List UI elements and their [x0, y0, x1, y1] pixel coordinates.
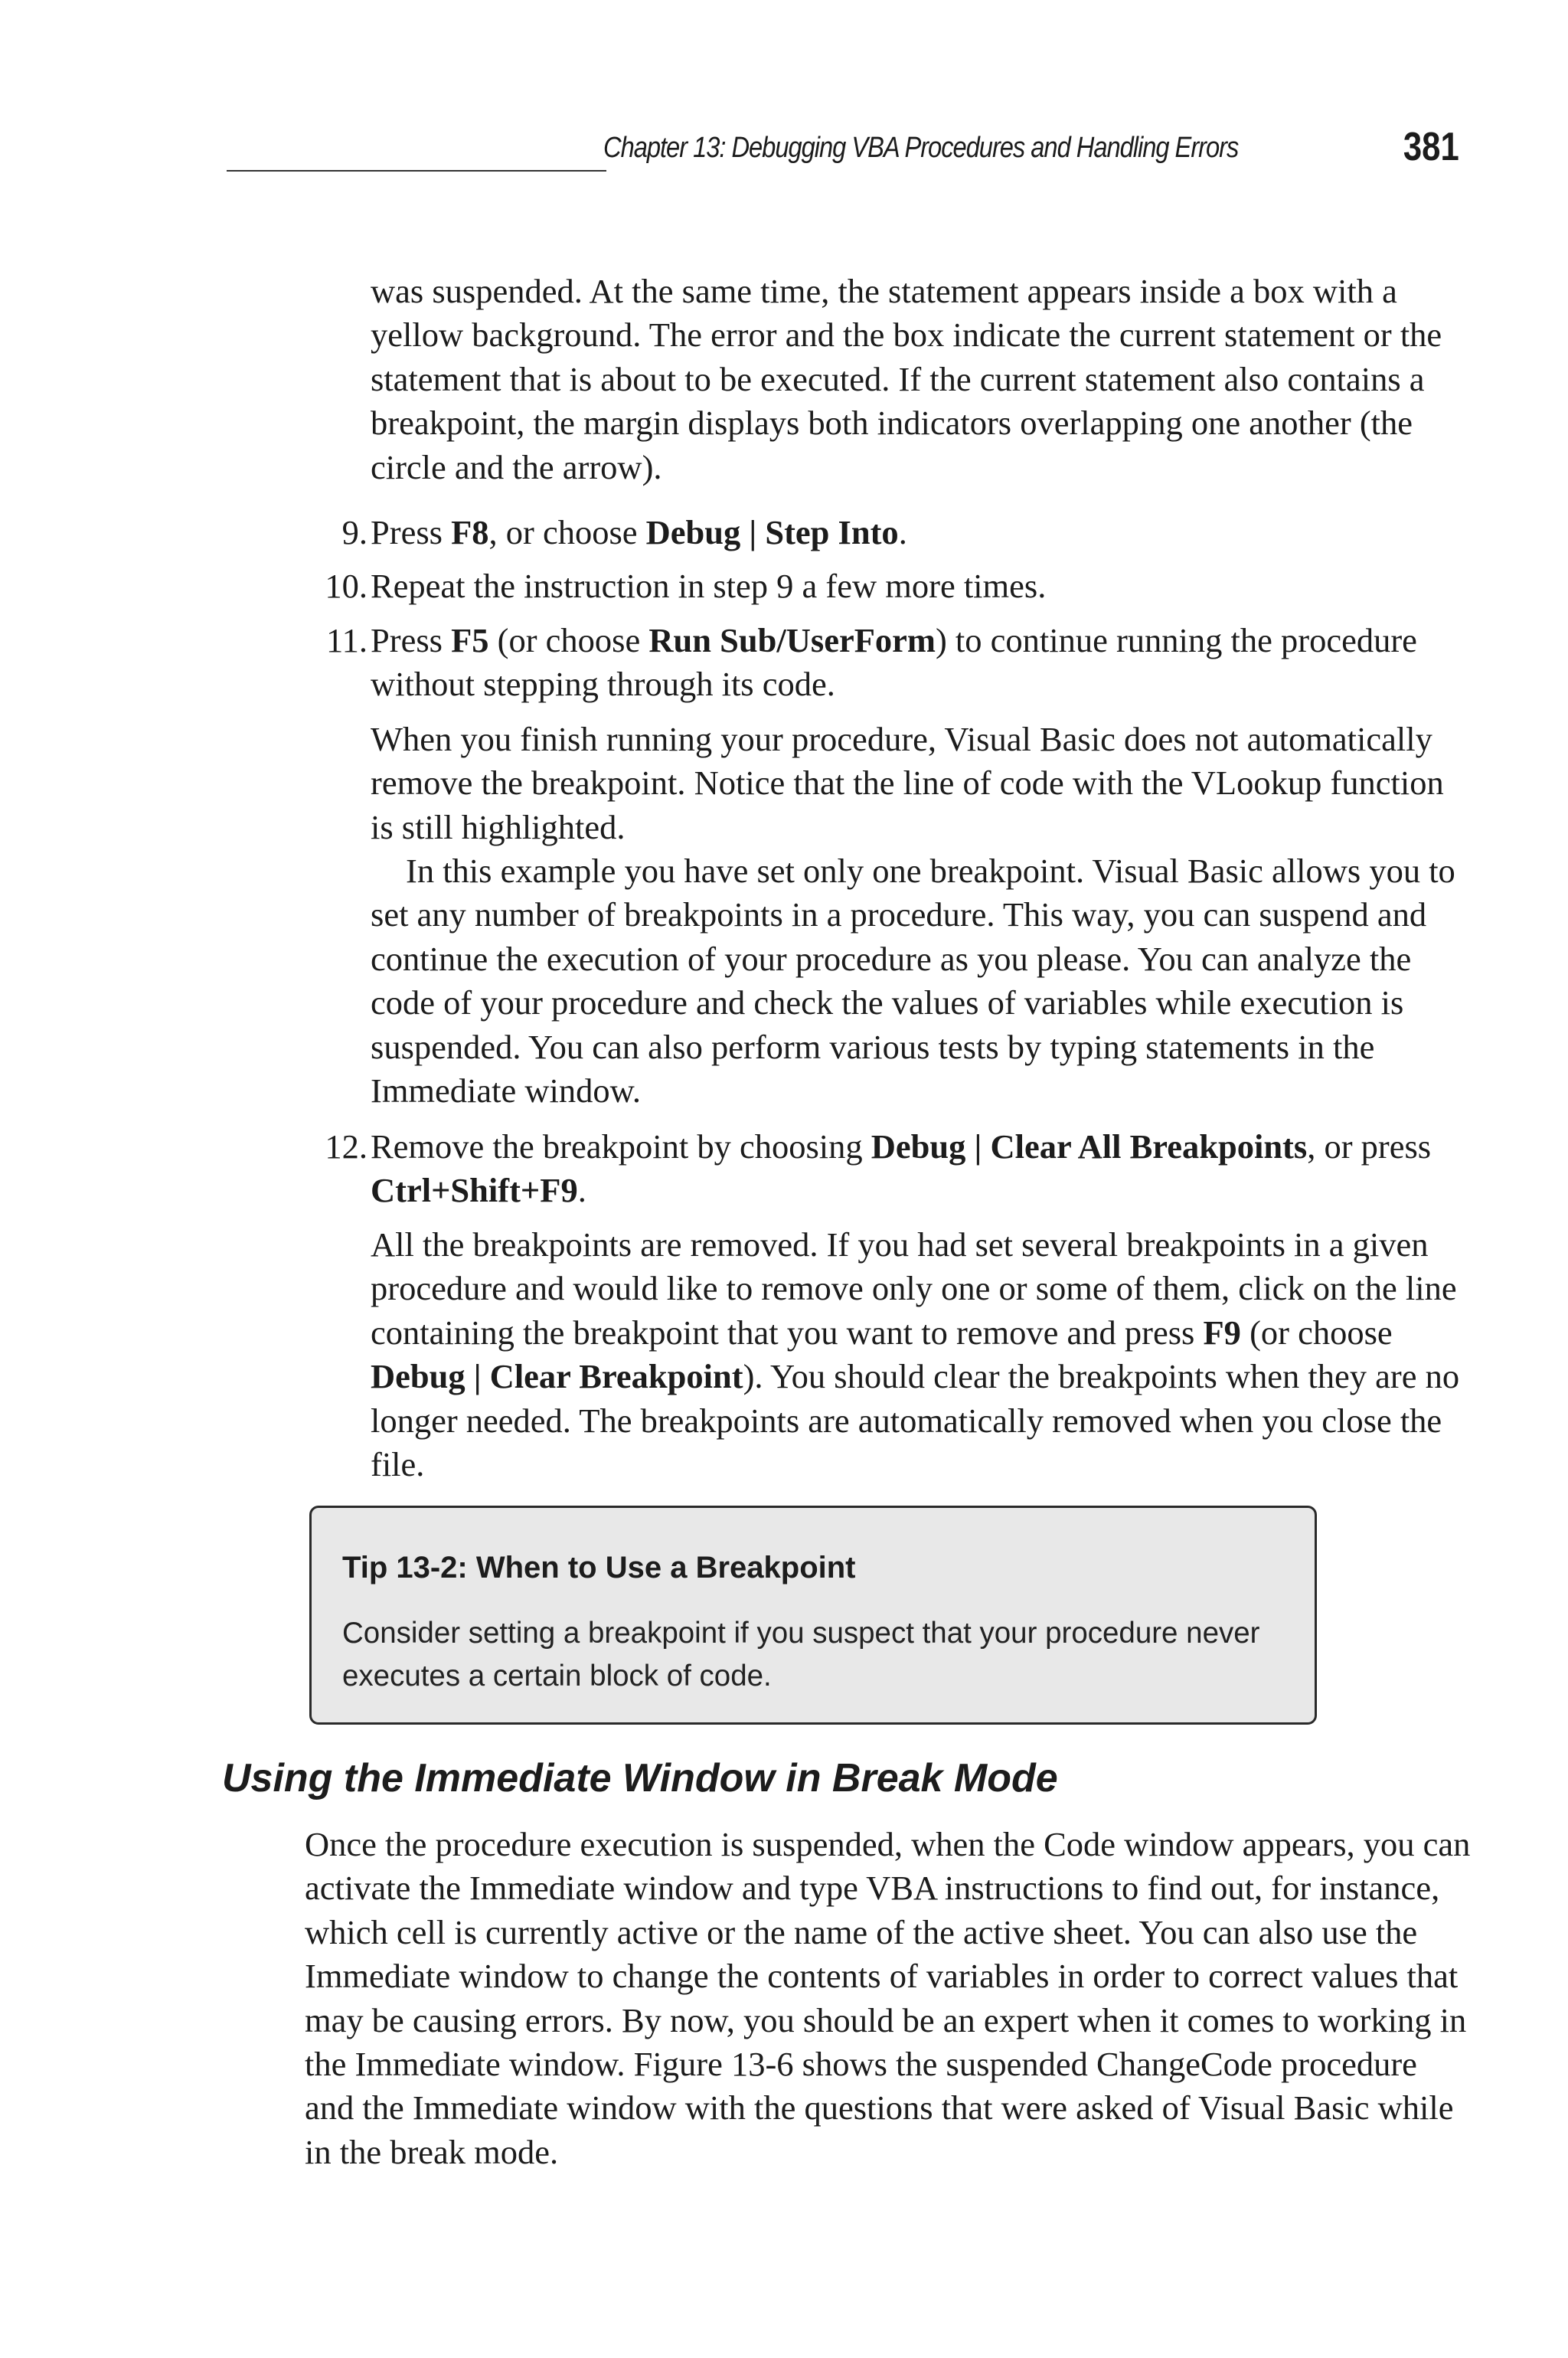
- menu-command: Debug | Clear Breakpoint: [371, 1357, 743, 1396]
- section-paragraph: Once the procedure execution is suspended, when the Code window appears, you can activate the Immediate window and type VBA instructions to find out, for instance, which cell is currently active or the name of the active sheet. You can also use the Immediate window to change the contents of variables in order to correct values that may be causing errors. By now, you should be an expert when it comes to working in the Immediate window. Figure 13-6 shows the suspended ChangeCode procedure and the Immediate window with the questions that were asked of Visual Basic while in the break mode.: [305, 1825, 1471, 2171]
- step-text: Repeat the instruction in step 9 a few more times.: [371, 567, 1047, 605]
- text-run: (or choose: [488, 621, 649, 659]
- step-number: 9.: [341, 513, 368, 551]
- text-run: (or choose: [1240, 1313, 1393, 1352]
- step-text: [371, 619, 1481, 707]
- step-number: 12.: [325, 1127, 368, 1166]
- text-run: , or choose: [488, 513, 646, 551]
- header-rule: [227, 170, 606, 172]
- step-number: 10.: [325, 567, 368, 605]
- page-number: 381: [1403, 125, 1459, 169]
- step-11-paragraph: In this example you have set only one breakpoint. Visual Basic allows you to set any number of breakpoints in a procedure. This way, you can suspend and continue the execution of your procedure as you please. You can analyze the code of your procedure and check the values of variables while execution is suspended. You can also perform various tests by typing statements in the Immediate window.: [371, 852, 1455, 1110]
- menu-command: Debug | Clear All Breakpoints: [871, 1127, 1308, 1166]
- chapter-title: Chapter 13: Debugging VBA Procedures and Handling Errors: [603, 132, 1239, 164]
- running-header: [227, 124, 1459, 178]
- text-run: .: [577, 1171, 586, 1210]
- text-run: All the breakpoints are removed. If you had set several breakpoints in a given procedure and would like to remove only one or some of them, click on the line containing the breakpoint that you want to remove and press: [371, 1225, 1457, 1352]
- tip-body: Consider setting a breakpoint if you suspect that your procedure never executes a certain block of code.: [342, 1617, 1260, 1692]
- step-text: [371, 511, 1481, 554]
- tip-title: Tip 13-2: When to Use a Breakpoint: [342, 1551, 856, 1585]
- step-12-note: [371, 1223, 1473, 1486]
- menu-command: Debug | Step Into: [645, 513, 899, 551]
- text-run: ) to continue running the procedure without stepping through its code.: [371, 621, 1417, 704]
- tip-box: [309, 1506, 1317, 1725]
- text-run: .: [898, 513, 907, 551]
- key-name: F5: [451, 621, 489, 659]
- step-text: [371, 1125, 1481, 1213]
- key-name: F8: [451, 513, 489, 551]
- key-name: Ctrl+Shift+F9: [371, 1171, 578, 1210]
- continuation-paragraph: was suspended. At the same time, the statement appears inside a box with a yellow background. The error and the box indicate the current statement or the statement that is about to be executed. If the current statement also contains a breakpoint, the margin displays both indicators overlapping one another (the circle and the arrow).: [371, 272, 1442, 486]
- step-11-note: When you finish running your procedure, Visual Basic does not automatically remove the breakpoint. Notice that the line of code with the VLookup function is still highlighted.: [371, 720, 1444, 846]
- text-run: Press: [371, 621, 452, 659]
- menu-command: Run Sub/UserForm: [648, 621, 936, 659]
- text-run: , or press: [1307, 1127, 1432, 1166]
- key-name: F9: [1203, 1313, 1241, 1352]
- step-number: 11.: [326, 621, 368, 659]
- text-run: Press: [371, 513, 452, 551]
- section-heading: Using the Immediate Window in Break Mode: [222, 1756, 1058, 1800]
- text-run: ). You should clear the breakpoints when they are no longer needed. The breakpoints are automatically removed when you close the file.: [371, 1357, 1460, 1484]
- text-run: Remove the breakpoint by choosing: [371, 1127, 871, 1166]
